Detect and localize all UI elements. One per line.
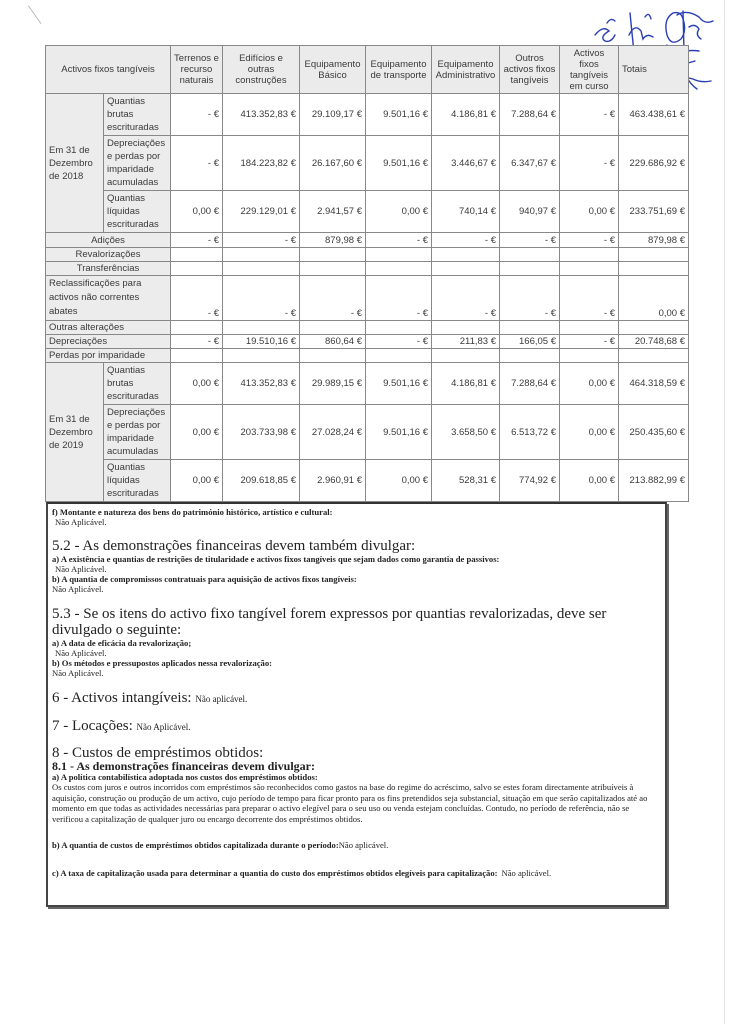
cell-value: 413.352,83 € bbox=[223, 363, 300, 405]
cell-value: 2.960,91 € bbox=[300, 460, 366, 502]
header-col-buildings: Edifícios e outras construções bbox=[223, 46, 300, 94]
cell-value: - € bbox=[300, 276, 366, 321]
note-5-3-a-value: Não Aplicável. bbox=[55, 648, 107, 658]
cell-value-total: 879,98 € bbox=[619, 233, 689, 248]
cell-value: 413.352,83 € bbox=[223, 94, 300, 136]
header-label: Activos fixos tangíveis bbox=[46, 46, 171, 94]
cell-value-total: 464.318,59 € bbox=[619, 363, 689, 405]
note-5-3-b-title: b) Os métodos e pressupostos aplicados nessa revalorização: bbox=[52, 658, 273, 668]
cell-value-total: 213.882,99 € bbox=[619, 460, 689, 502]
page-edge bbox=[724, 0, 725, 1024]
cell-value: 229.129,01 € bbox=[223, 191, 300, 233]
cell-value: - € bbox=[432, 233, 500, 248]
cell-value: 0,00 € bbox=[560, 460, 619, 502]
header-col-assets-in-progress: Activos fixos tangíveis em curso bbox=[560, 46, 619, 94]
cell-value: 211,83 € bbox=[432, 335, 500, 349]
cell-value: - € bbox=[560, 276, 619, 321]
table-row bbox=[46, 405, 689, 460]
row-label: Quantias brutas escrituradas bbox=[104, 94, 171, 136]
header-col-basic-equipment: Equipamento Básico bbox=[300, 46, 366, 94]
cell-value: 19.510,16 € bbox=[223, 335, 300, 349]
cell-value: - € bbox=[366, 233, 432, 248]
note-8-1-b bbox=[52, 835, 659, 853]
cell-value: - € bbox=[560, 335, 619, 349]
note-5-3-b-value: Não Aplicável. bbox=[52, 668, 104, 678]
row-label: Transferências bbox=[46, 262, 171, 276]
cell-value-total: 20.748,68 € bbox=[619, 335, 689, 349]
cell-value: - € bbox=[223, 276, 300, 321]
note-8-1-b-value: Não aplicável. bbox=[338, 840, 389, 850]
table-row bbox=[46, 94, 689, 136]
cell-value: - € bbox=[560, 136, 619, 191]
notes-box bbox=[46, 502, 667, 907]
cell-value: 879,98 € bbox=[300, 233, 366, 248]
section-7 bbox=[52, 718, 659, 734]
row-label: Quantias líquidas escrituradas bbox=[104, 460, 171, 502]
row-label: Revalorizações bbox=[46, 248, 171, 262]
cell-value: - € bbox=[171, 276, 223, 321]
section-7-title: 7 - Locações: bbox=[52, 718, 133, 734]
table-row-transfers bbox=[46, 262, 689, 276]
row-label: Depreciações e perdas por imparidade acumuladas bbox=[104, 136, 171, 191]
table-row bbox=[46, 363, 689, 405]
header-col-transport-equipment: Equipamento de transporte bbox=[366, 46, 432, 94]
section-8-title: 8 - Custos de empréstimos obtidos: bbox=[52, 745, 264, 761]
cell-value: - € bbox=[560, 94, 619, 136]
row-label: Depreciações e perdas por imparidade acumuladas bbox=[104, 405, 171, 460]
table-header-row bbox=[46, 46, 689, 94]
cell-value: 0,00 € bbox=[366, 460, 432, 502]
cell-value: 528,31 € bbox=[432, 460, 500, 502]
section-7-value: Não Aplicável. bbox=[136, 722, 191, 732]
cell-value: - € bbox=[500, 233, 560, 248]
table-row bbox=[46, 191, 689, 233]
table-row bbox=[46, 136, 689, 191]
note-5-2-b-title: b) A quantia de compromissos contratuais para aquisição de activos fixos tangíveis: bbox=[52, 574, 357, 584]
cell-value: 9.501,16 € bbox=[366, 363, 432, 405]
cell-value: 3.446,67 € bbox=[432, 136, 500, 191]
table-row bbox=[46, 460, 689, 502]
header-col-other-assets: Outros activos fixos tangíveis bbox=[500, 46, 560, 94]
section-6-value: Não aplicável. bbox=[195, 694, 248, 704]
cell-value-total: 0,00 € bbox=[619, 276, 689, 321]
cell-value: 2.941,57 € bbox=[300, 191, 366, 233]
cell-value: - € bbox=[366, 276, 432, 321]
period-label-2018: Em 31 de Dezembro de 2018 bbox=[46, 94, 104, 233]
header-col-land: Terrenos e recurso naturais bbox=[171, 46, 223, 94]
note-f-value: Não Aplicável. bbox=[55, 517, 107, 527]
note-5-3-a-title: a) A data de eficácia da revalorização; bbox=[52, 638, 192, 648]
note-8-1-a-text: Os custos com juros e outros incorridos com empréstimos são reconhecidos como gastos na base do regime do acréscimo, salvo se estes foram directamente atribuíveis à aquisição, construção ou produção de um activo, cujo período de tempo para ficar pronto para os fins pretendidos seja substancial, situação em que serão capitalizados até ao momento em que todas as actividades necessárias para preparar o activo elegível para o seu uso ou venda estejam concluídas. Contudo, no período de referência, não se verificou a capitalização de qualquer juro ou encargo decorrente dos empréstimos obtidos. bbox=[52, 782, 648, 824]
cell-value: - € bbox=[223, 233, 300, 248]
cell-value-total: 250.435,60 € bbox=[619, 405, 689, 460]
table-row-impairment bbox=[46, 349, 689, 363]
cell-value: - € bbox=[366, 335, 432, 349]
cell-value: 0,00 € bbox=[171, 363, 223, 405]
cell-value: 29.989,15 € bbox=[300, 363, 366, 405]
cell-value: 0,00 € bbox=[171, 191, 223, 233]
table-row-revaluations bbox=[46, 248, 689, 262]
cell-value: 0,00 € bbox=[171, 460, 223, 502]
cell-value: 940,97 € bbox=[500, 191, 560, 233]
note-f-title: f) Montante e natureza dos bens do património histórico, artístico e cultural: bbox=[52, 507, 333, 517]
section-5-2-title: 5.2 - As demonstrações financeiras devem também divulgar: bbox=[52, 538, 416, 554]
cell-value: 184.223,82 € bbox=[223, 136, 300, 191]
note-8-1-a-title: a) A política contabilística adoptada nos custos dos empréstimos obtidos: bbox=[52, 772, 318, 782]
cell-value: 0,00 € bbox=[560, 363, 619, 405]
section-8-1-title: 8.1 - As demonstrações financeiras devem divulgar: bbox=[52, 759, 315, 773]
cell-value-total: 463.438,61 € bbox=[619, 94, 689, 136]
cell-value: - € bbox=[171, 94, 223, 136]
section-6 bbox=[52, 690, 659, 706]
table-row-additions bbox=[46, 233, 689, 248]
note-8-1-b-title: b) A quantia de custos de empréstimos obtidos capitalizada durante o período: bbox=[52, 840, 339, 850]
cell-value: - € bbox=[171, 136, 223, 191]
header-col-admin-equipment: Equipamento Administrativo bbox=[432, 46, 500, 94]
period-label-2019: Em 31 de Dezembro de 2019 bbox=[46, 363, 104, 502]
table-row-reclassifications bbox=[46, 276, 689, 321]
cell-value: 9.501,16 € bbox=[366, 94, 432, 136]
cell-value: 4.186,81 € bbox=[432, 363, 500, 405]
cell-value: 203.733,98 € bbox=[223, 405, 300, 460]
note-5-2-b-value: Não Aplicável. bbox=[52, 584, 104, 594]
cell-value: 26.167,60 € bbox=[300, 136, 366, 191]
row-label: Depreciações bbox=[46, 335, 171, 349]
cell-value: 3.658,50 € bbox=[432, 405, 500, 460]
cell-value: 209.618,85 € bbox=[223, 460, 300, 502]
note-5-2-a-title: a) A existência e quantias de restrições de titularidade e activos fixos tangíveis que sejam dados como garantia de passivos: bbox=[52, 554, 500, 564]
cell-value: 740,14 € bbox=[432, 191, 500, 233]
row-label: Quantias brutas escrituradas bbox=[104, 363, 171, 405]
cell-value: 860,64 € bbox=[300, 335, 366, 349]
note-5-2-a-value: Não Aplicável. bbox=[55, 564, 107, 574]
table-row-depreciation bbox=[46, 335, 689, 349]
cell-value: - € bbox=[432, 276, 500, 321]
note-8-1-c bbox=[52, 863, 659, 881]
cell-value: 6.347,67 € bbox=[500, 136, 560, 191]
cell-value: - € bbox=[560, 233, 619, 248]
header-col-totals: Totais bbox=[619, 46, 689, 94]
cell-value: 0,00 € bbox=[171, 405, 223, 460]
table-row-other-changes bbox=[46, 321, 689, 335]
cell-value: 9.501,16 € bbox=[366, 136, 432, 191]
section-6-title: 6 - Activos intangíveis: bbox=[52, 690, 192, 706]
cell-value: 27.028,24 € bbox=[300, 405, 366, 460]
tangible-assets-table bbox=[45, 45, 689, 502]
note-8-1-c-title: c) A taxa de capitalização usada para determinar a quantia do custo dos empréstimos obtidos elegíveis para capitalização: bbox=[52, 868, 498, 878]
row-label: Perdas por imparidade bbox=[46, 349, 171, 363]
row-label: Outras alterações bbox=[46, 321, 171, 335]
cell-value: - € bbox=[500, 276, 560, 321]
cell-value: 7.288,64 € bbox=[500, 94, 560, 136]
cell-value: 0,00 € bbox=[560, 405, 619, 460]
page-corner-fold bbox=[28, 0, 59, 24]
cell-value: 6.513,72 € bbox=[500, 405, 560, 460]
cell-value-total: 233.751,69 € bbox=[619, 191, 689, 233]
cell-value: 7.288,64 € bbox=[500, 363, 560, 405]
cell-value: 774,92 € bbox=[500, 460, 560, 502]
cell-value: - € bbox=[171, 233, 223, 248]
section-5-3-title: 5.3 - Se os itens do activo fixo tangível forem expressos por quantias revalorizadas, deve ser divulgado o seguinte: bbox=[52, 606, 607, 638]
cell-value: 9.501,16 € bbox=[366, 405, 432, 460]
cell-value: 4.186,81 € bbox=[432, 94, 500, 136]
cell-value: 0,00 € bbox=[366, 191, 432, 233]
cell-value-total: 229.686,92 € bbox=[619, 136, 689, 191]
row-label: Adições bbox=[46, 233, 171, 248]
note-8-1-c-value: Não aplicável. bbox=[501, 868, 552, 878]
cell-value: - € bbox=[171, 335, 223, 349]
row-label: Quantias líquidas escrituradas bbox=[104, 191, 171, 233]
cell-value: 29.109,17 € bbox=[300, 94, 366, 136]
cell-value: 0,00 € bbox=[560, 191, 619, 233]
row-label: Reclassificações para activos não correntes abates bbox=[46, 276, 171, 321]
cell-value: 166,05 € bbox=[500, 335, 560, 349]
